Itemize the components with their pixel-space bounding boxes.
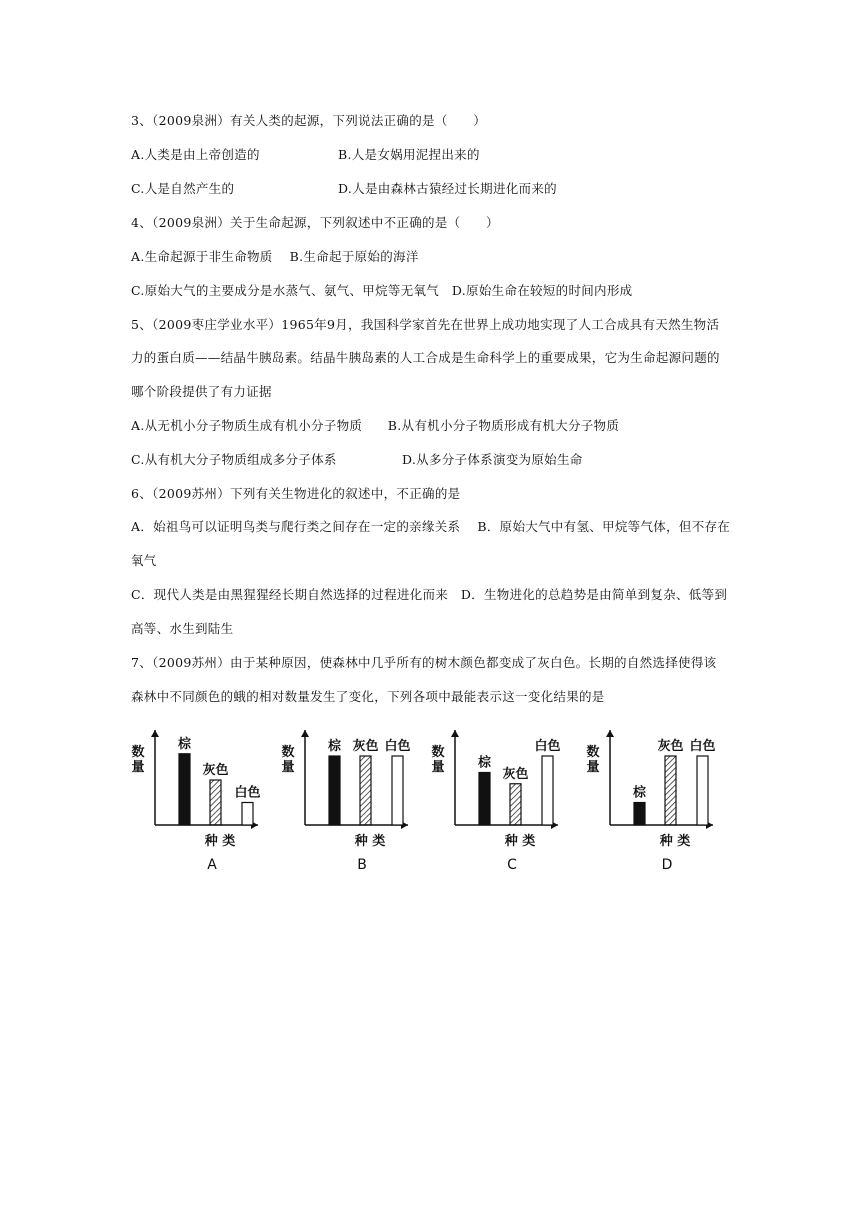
bar-label: 白色 bbox=[234, 785, 261, 801]
bar-label: 棕 bbox=[327, 739, 342, 754]
chart-b bbox=[280, 722, 430, 872]
q3-option-b: B.人是女娲用泥捏出来的 bbox=[338, 147, 480, 162]
y-axis-label: 量 bbox=[131, 760, 145, 775]
chart-caption: A bbox=[207, 857, 217, 873]
bar-label: 棕 bbox=[177, 736, 192, 752]
q5-option-d: D.从多分子体系演变为原始生命 bbox=[402, 452, 583, 467]
bar-灰色 bbox=[510, 784, 521, 825]
q7-line2: 森林中不同颜色的蛾的相对数量发生了变化，下列各项中最能表示这一变化结果的是 bbox=[131, 689, 605, 704]
y-axis-label: 数 bbox=[281, 745, 295, 760]
q7-line1: 7、（2009苏州）由于某种原因，使森林中几乎所有的树木颜色都变成了灰白色。长期的自然选择使得该 bbox=[131, 655, 717, 670]
y-axis-arrow bbox=[151, 730, 159, 737]
bar-灰色 bbox=[360, 756, 371, 825]
bar-label: 棕 bbox=[632, 785, 647, 801]
y-axis-label: 量 bbox=[586, 760, 600, 775]
chart-caption: D bbox=[661, 857, 673, 873]
y-axis-arrow bbox=[451, 730, 459, 737]
bar-label: 灰色 bbox=[657, 739, 684, 754]
q6-options-cd-line1: C．现代人类是由黑猩猩经长期自然选择的过程进化而来 D．生物进化的总趋势是由简单到复杂、低等到 bbox=[131, 587, 728, 602]
q5-line2: 力的蛋白质——结晶牛胰岛素。结晶牛胰岛素的人工合成是生命科学上的重要成果，它为生命起源问题的 bbox=[131, 350, 720, 365]
bar-label: 灰色 bbox=[502, 766, 529, 782]
bar-白色 bbox=[697, 756, 708, 825]
y-axis-arrow bbox=[606, 730, 614, 737]
chart-c bbox=[430, 722, 580, 872]
q4-stem: 4、（2009泉洲）关于生命起源，下列叙述中不正确的是（ ） bbox=[131, 215, 499, 230]
q6-options-cd-line2: 高等、水生到陆生 bbox=[131, 621, 234, 636]
q4-options-cd: C.原始大气的主要成分是水蒸气、氨气、甲烷等无氧气 D.原始生命在较短的时间内形成 bbox=[131, 283, 633, 298]
x-axis-label: 种 类 bbox=[504, 834, 536, 849]
q5-line3: 哪个阶段提供了有力证据 bbox=[131, 384, 272, 399]
q3-stem: 3、（2009泉洲）有关人类的起源，下列说法正确的是（ ） bbox=[131, 113, 487, 128]
x-axis-label: 种 类 bbox=[204, 834, 236, 849]
bar-棕 bbox=[329, 756, 340, 825]
q6-options-ab-line1: A．始祖鸟可以证明鸟类与爬行类之间存在一定的亲缘关系 B．原始大气中有氢、甲烷等气体，但不存在 bbox=[131, 519, 731, 534]
bar-label: 灰色 bbox=[202, 763, 229, 778]
bar-白色 bbox=[242, 803, 253, 826]
bar-灰色 bbox=[665, 756, 676, 825]
bar-label: 白色 bbox=[534, 739, 561, 754]
chart-a bbox=[130, 722, 280, 872]
q5-options-ab: A.从无机小分子物质生成有机小分子物质 B.从有机小分子物质形成有机大分子物质 bbox=[131, 418, 620, 433]
q4-options-ab: A.生命起源于非生命物质 B.生命起于原始的海洋 bbox=[131, 249, 419, 264]
bar-白色 bbox=[392, 756, 403, 825]
bar-灰色 bbox=[210, 780, 221, 825]
y-axis-label: 量 bbox=[431, 760, 445, 775]
bar-棕 bbox=[479, 773, 490, 826]
bar-白色 bbox=[542, 756, 553, 825]
q6-options-ab-line2: 氧气 bbox=[131, 553, 157, 568]
y-axis-label: 数 bbox=[431, 745, 445, 760]
chart-caption: B bbox=[357, 857, 367, 873]
y-axis-label: 数 bbox=[131, 745, 145, 760]
bar-棕 bbox=[179, 754, 190, 825]
q3-option-c: C.人是自然产生的 bbox=[131, 181, 235, 196]
bar-棕 bbox=[634, 803, 645, 826]
q3-option-d: D.人是由森林古猿经过长期进化而来的 bbox=[338, 181, 557, 196]
chart-caption: C bbox=[507, 857, 517, 873]
x-axis-label: 种 类 bbox=[659, 834, 691, 849]
chart-d bbox=[585, 722, 735, 872]
q3-option-a: A.人类是由上帝创造的 bbox=[131, 147, 260, 162]
bar-label: 棕 bbox=[477, 755, 492, 771]
q6-stem: 6、（2009苏州）下列有关生物进化的叙述中，不正确的是 bbox=[131, 486, 461, 501]
y-axis-arrow bbox=[301, 730, 309, 737]
y-axis-label: 数 bbox=[586, 745, 600, 760]
q5-line1: 5、（2009枣庄学业水平）1965年9月，我国科学家首先在世界上成功地实现了人工合成具有天然生物活 bbox=[131, 317, 720, 332]
q5-option-c: C.从有机大分子物质组成多分子体系 bbox=[131, 452, 337, 467]
bar-label: 灰色 bbox=[352, 739, 379, 754]
bar-label: 白色 bbox=[384, 739, 411, 754]
bar-label: 白色 bbox=[689, 739, 716, 754]
y-axis-label: 量 bbox=[281, 760, 295, 775]
x-axis-label: 种 类 bbox=[354, 834, 386, 849]
